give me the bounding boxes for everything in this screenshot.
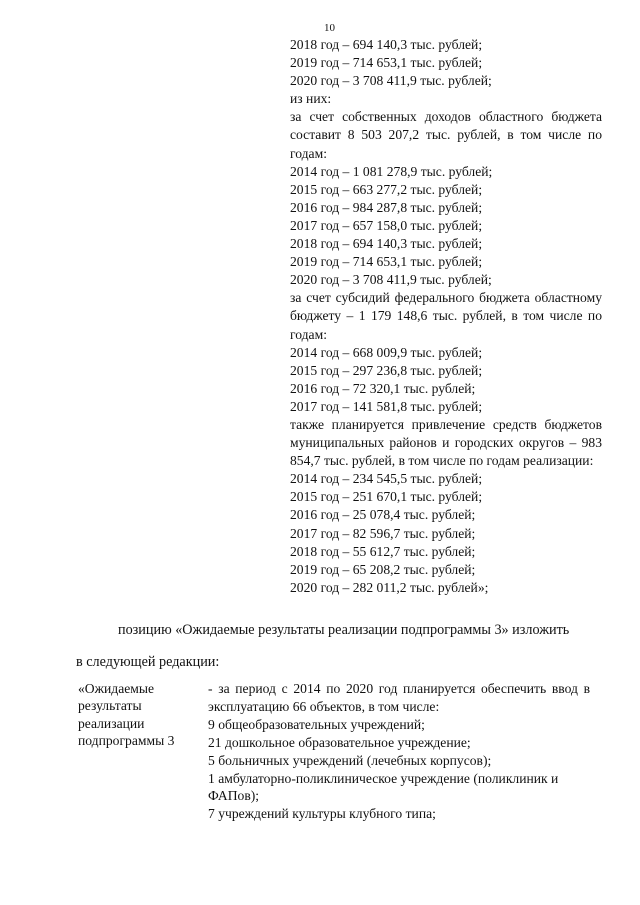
municipal-year: 2014 год – 234 545,5 тыс. рублей; — [290, 471, 483, 487]
federal-year: 2016 год – 72 320,1 тыс. рублей; — [290, 380, 476, 396]
federal-intro: за счет субсидий федерального бюджета областному бюджету – 1 179 148,6 тыс. рублей, в том числе по годам: — [290, 290, 602, 342]
own-income-year: 2017 год – 657 158,0 тыс. рублей; — [290, 217, 483, 233]
own-income-year: 2019 год – 714 653,1 тыс. рублей; — [290, 254, 483, 270]
own-income-year: 2014 год – 1 081 278,9 тыс. рублей; — [290, 163, 493, 179]
results-item: 5 больничных учреждений (лечебных корпусов); — [208, 752, 492, 768]
municipal-year: 2018 год – 55 612,7 тыс. рублей; — [290, 543, 476, 559]
municipal-year: 2020 год – 282 011,2 тыс. рублей»; — [290, 579, 489, 595]
results-content — [208, 680, 590, 823]
own-income-year: 2018 год – 694 140,3 тыс. рублей; — [290, 236, 483, 252]
municipal-intro: также планируется привлечение средств бюджетов муниципальных районов и городских округов – 983 854,7 тыс. рублей, в том числе по годам реализации: — [290, 416, 602, 469]
budget-line: 2019 год – 714 653,1 тыс. рублей; — [290, 55, 483, 71]
municipal-year: 2017 год – 82 596,7 тыс. рублей; — [290, 525, 476, 541]
results-intro: - за период с 2014 по 2020 год планируется обеспечить ввод в эксплуатацию 66 объектов, в том числе: — [208, 681, 590, 714]
results-item: 9 общеобразовательных учреждений; — [208, 716, 425, 732]
budget-block — [290, 36, 602, 597]
budget-line: из них: — [290, 91, 332, 107]
results-item: 1 амбулаторно-поликлиническое учреждение (поликлиник и ФАПов); — [208, 770, 559, 804]
federal-year: 2015 год – 297 236,8 тыс. рублей; — [290, 362, 483, 378]
own-income-intro: за счет собственных доходов областного бюджета составит 8 503 207,2 тыс. рублей, в том числе по годам: — [290, 109, 602, 161]
own-income-year: 2015 год – 663 277,2 тыс. рублей; — [290, 181, 483, 197]
municipal-year: 2015 год – 251 670,1 тыс. рублей; — [290, 489, 483, 505]
instruction-line: позицию «Ожидаемые результаты реализации подпрограммы 3» изложить — [118, 622, 570, 638]
federal-year: 2017 год – 141 581,8 тыс. рублей; — [290, 398, 483, 414]
budget-line: 2020 год – 3 708 411,9 тыс. рублей; — [290, 73, 492, 89]
own-income-year: 2016 год – 984 287,8 тыс. рублей; — [290, 199, 483, 215]
own-income-year: 2020 год – 3 708 411,9 тыс. рублей; — [290, 272, 492, 288]
results-item: 7 учреждений культуры клубного типа; — [208, 806, 436, 822]
results-item: 21 дошкольное образовательное учреждение; — [208, 734, 471, 750]
instruction-line-continued: в следующей редакции: — [76, 654, 220, 670]
municipal-year: 2019 год – 65 208,2 тыс. рублей; — [290, 561, 476, 577]
page-number: 10 — [324, 22, 335, 34]
federal-year: 2014 год – 668 009,9 тыс. рублей; — [290, 344, 483, 360]
municipal-year: 2016 год – 25 078,4 тыс. рублей; — [290, 507, 476, 523]
budget-line: 2018 год – 694 140,3 тыс. рублей; — [290, 37, 483, 52]
results-label: «Ожидаемые результаты реализации подпрограммы 3 — [78, 681, 175, 749]
